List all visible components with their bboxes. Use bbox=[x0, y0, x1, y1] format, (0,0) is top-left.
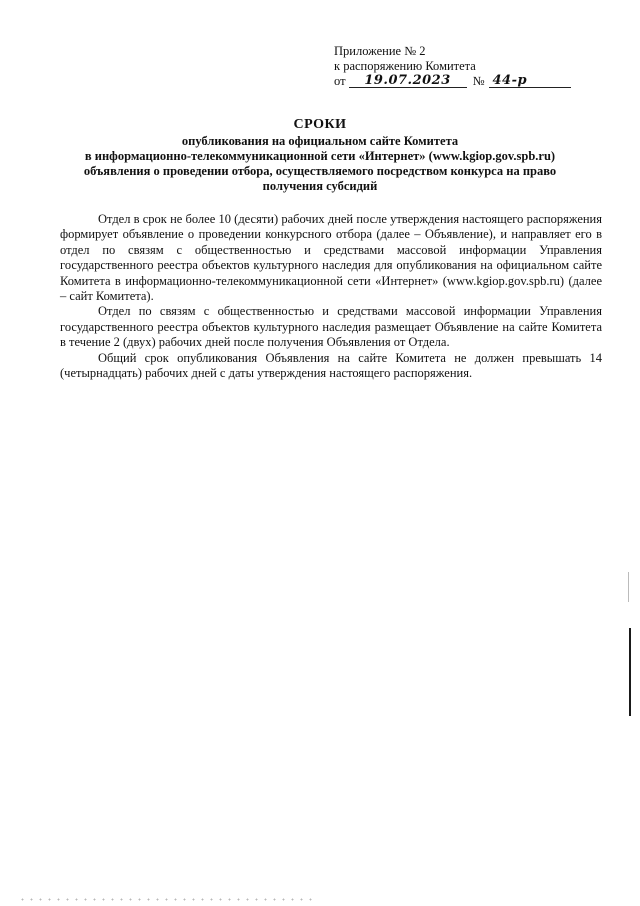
title-line-1: опубликования на официальном сайте Комитета bbox=[181, 134, 459, 148]
handwritten-date: 19.07.2023 bbox=[349, 74, 467, 88]
paragraph-1: Отдел в срок не более 10 (десяти) рабочих дней после утверждения настоящего распоряжения формирует объявление о проведении конкурсного отбора (далее – Объявление), и направляет его в отдел по связям с общественностью и средствами массовой информации Управления государственного реестра объектов культурного наследия для опубликования на официальном сайте Комитета в информационно-телекоммуникационной сети «Интернет» (www.kgiop.gov.spb.ru) (далее – сайт Комитета). bbox=[60, 212, 602, 304]
document-title bbox=[40, 116, 600, 194]
title-line-2: в информационно-телекоммуникационной сети «Интернет» (www.kgiop.gov.spb.ru) bbox=[84, 149, 556, 163]
title-line-4: получения субсидий bbox=[262, 179, 378, 193]
paragraph-3: Общий срок опубликования Объявления на сайте Комитета не должен превышать 14 (четырнадцать) рабочих дней с даты утверждения настоящего распоряжения. bbox=[60, 350, 602, 381]
appendix-number: Приложение № 2 bbox=[334, 44, 426, 58]
scan-artifact-dots bbox=[18, 898, 318, 901]
title-line-3: объявления о проведении отбора, осуществляемого посредством конкурса на право bbox=[83, 164, 557, 178]
appendix-date-line bbox=[334, 74, 574, 89]
number-prefix: № bbox=[472, 74, 485, 88]
paragraph-2: Отдел по связям с общественностью и средствами массовой информации Управления государственного реестра объектов культурного наследия размещает Объявление на сайте Комитета в течение 2 (двух) рабочих дней после получения Объявления от Отдела. bbox=[60, 304, 602, 350]
handwritten-number: 44-р bbox=[489, 74, 571, 88]
page-title: СРОКИ bbox=[293, 117, 347, 132]
scan-artifact-mark bbox=[628, 572, 629, 602]
appendix-reference: к распоряжению Комитета bbox=[334, 59, 476, 73]
appendix-header bbox=[334, 44, 574, 89]
date-prefix: от bbox=[334, 74, 346, 88]
document-body bbox=[60, 212, 602, 381]
scan-artifact-edge bbox=[629, 628, 631, 716]
